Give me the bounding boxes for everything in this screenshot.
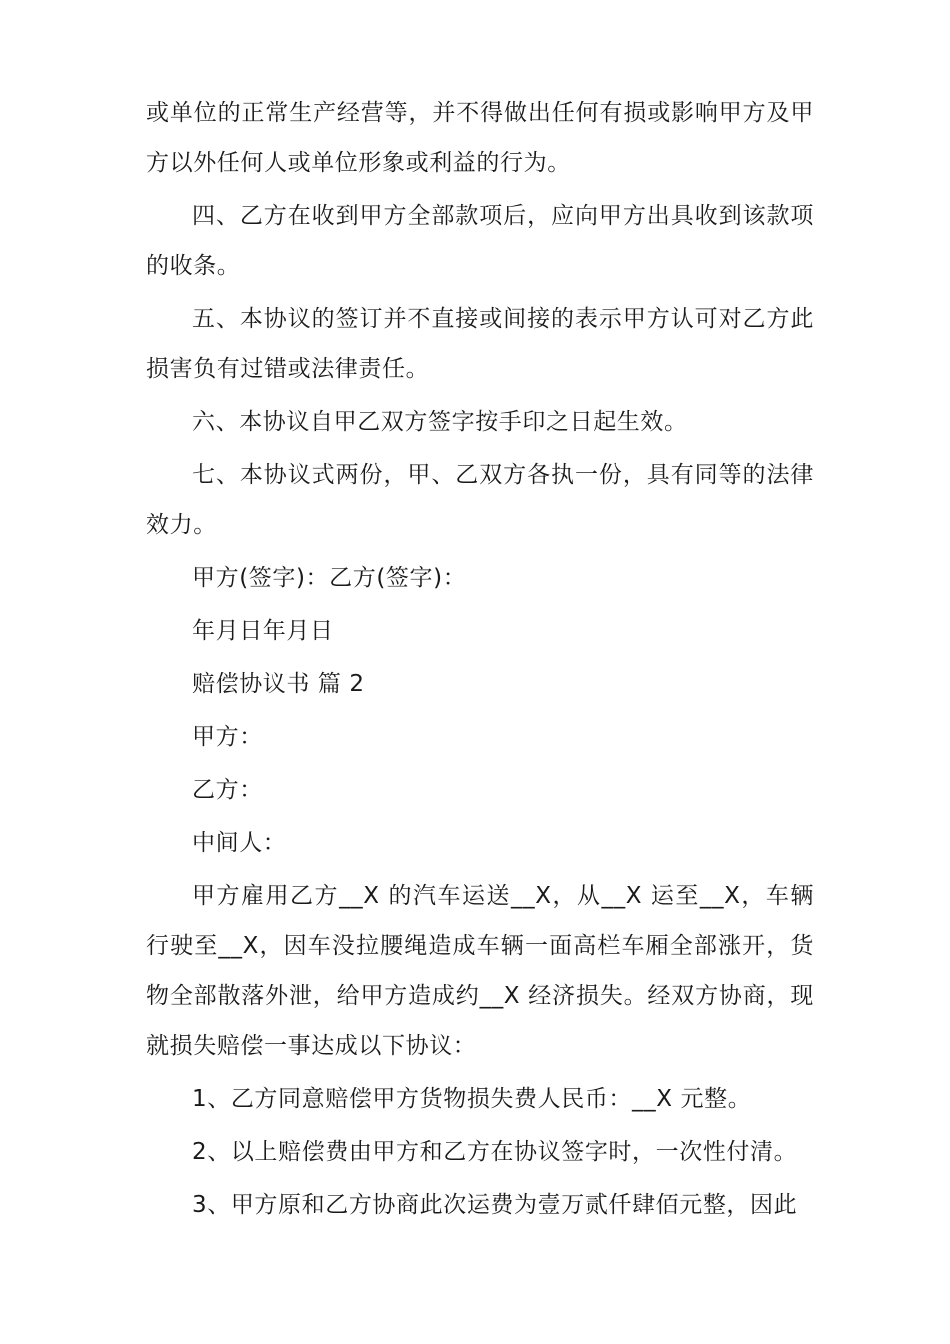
section-title: 赔偿协议书 篇 2	[192, 671, 365, 697]
signature-line: 甲方(签字)：乙方(签字)：	[192, 565, 467, 591]
paragraph-clause-4: 四、乙方在收到甲方全部款项后，应向甲方出具收到该款项的收条。	[146, 203, 814, 279]
paragraph-clause-7: 七、本协议式两份，甲、乙双方各执一份，具有同等的法律效力。	[146, 462, 814, 538]
party-a-line: 甲方：	[192, 724, 263, 750]
date-line: 年月日年月日	[192, 618, 334, 644]
document-body	[146, 88, 814, 1230]
paragraph-item-2: 2、以上赔偿费由甲方和乙方在协议签字时，一次性付清。	[192, 1139, 798, 1165]
paragraph-item-3: 3、甲方原和乙方协商此次运费为壹万贰仟肆佰元整，因此	[192, 1192, 798, 1218]
paragraph-item-1: 1、乙方同意赔偿甲方货物损失费人民币：__X 元整。	[192, 1086, 752, 1112]
paragraph-clause-6: 六、本协议自甲乙双方签字按手印之日起生效。	[192, 409, 688, 435]
paragraph-clause-5: 五、本协议的签订并不直接或间接的表示甲方认可对乙方此损害负有过错或法律责任。	[146, 306, 814, 382]
paragraph-continuation: 或单位的正常生产经营等，并不得做出任何有损或影响甲方及甲方以外任何人或单位形象或利益的行为。	[146, 100, 814, 176]
intermediary-line: 中间人：	[192, 830, 287, 856]
party-b-line: 乙方：	[192, 777, 263, 803]
paragraph-background: 甲方雇用乙方__X 的汽车运送__X，从__X 运至__X，车辆行驶至__X，因车没拉腰绳造成车辆一面高栏车厢全部涨开，货物全部散落外泄，给甲方造成约__X 经济损失。经双方协商，现就损失赔偿一事达成以下协议：	[146, 883, 814, 1059]
